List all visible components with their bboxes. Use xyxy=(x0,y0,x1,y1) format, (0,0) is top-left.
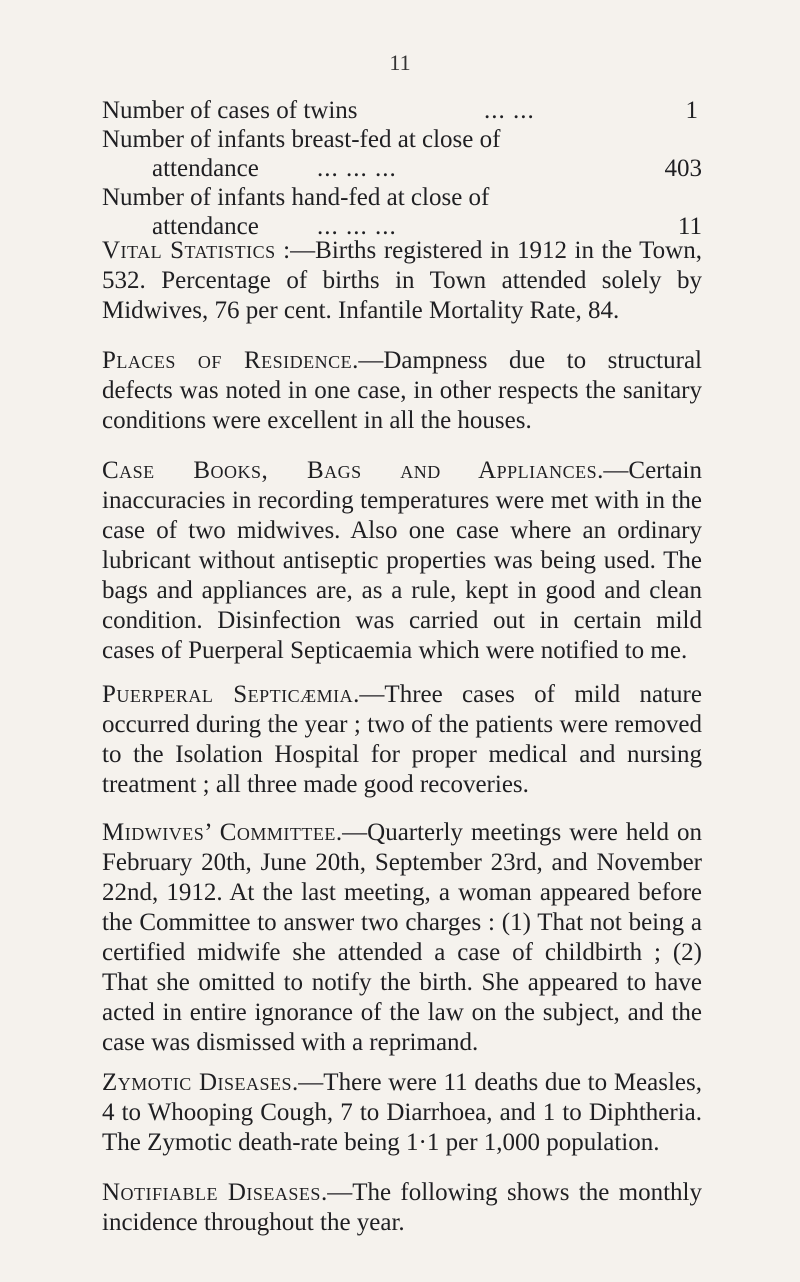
paragraph-vital-statistics xyxy=(102,236,702,326)
section-heading: Notifiable Diseases xyxy=(102,1179,321,1206)
section-heading: Puerperal Septicæmia xyxy=(102,681,354,708)
section-separator: .— xyxy=(320,1179,353,1206)
stat-label: Number of infants breast-fed at close of xyxy=(102,126,501,153)
stat-value: 1 xyxy=(685,97,698,124)
page-number: 11 xyxy=(389,50,411,75)
section-separator: .— xyxy=(292,1069,324,1096)
stat-leader-dots: ... ... ... xyxy=(317,213,397,240)
section-text: Dampness due to structural defects was noted in one case, in other respects the sanitary conditions were excellent in all the houses. xyxy=(102,347,702,434)
stat-label: Number of infants hand-fed at close of xyxy=(102,184,490,211)
paragraph-puerperal-septicaemia xyxy=(102,680,702,800)
stats-list xyxy=(102,96,702,241)
section-text: Births registered in 1912 in the Town, 532. Percentage of births in Town attended solely by Midwives, 76 per cent. Infantile Mortality Rate, 84. xyxy=(102,237,702,324)
section-text: The following shows the monthly incidence throughout the year. xyxy=(102,1179,702,1236)
stat-row-breast-fed-2 xyxy=(102,154,702,183)
paragraph-notifiable-diseases xyxy=(102,1178,702,1238)
section-heading: Case Books, Bags and Appliances xyxy=(102,457,598,484)
stat-label: attendance xyxy=(152,213,259,240)
stat-row-hand-fed-1 xyxy=(102,183,702,212)
stat-row-breast-fed-1 xyxy=(102,125,702,154)
section-text: Quarterly meetings were held on February 20th, June 20th, September 23rd, and November 22nd, 1912. At the last meeting, a woman appeared before the Committee to answer two charges : (1) That not being a certified midwife she attended a case of childbirth ; (2) That she omitted to notify the birth. She appeared to have acted in entire ignorance of the law on the subject, and the case was dismissed with a reprimand. xyxy=(102,819,702,1056)
paragraph-zymotic-diseases xyxy=(102,1068,702,1158)
stat-value: 403 xyxy=(664,155,702,182)
section-heading: Midwives’ Committee xyxy=(102,819,336,846)
paragraph-places-of-residence xyxy=(102,346,702,436)
section-separator: .— xyxy=(352,347,384,374)
paragraph-case-books xyxy=(102,456,702,666)
stat-label: Number of cases of twins xyxy=(102,97,358,124)
section-text: Three cases of mild nature occurred during the year ; two of the patients were removed to the Isolation Hospital for proper medical and nursing treatment ; all three made good recoveries. xyxy=(102,681,702,798)
section-separator: .— xyxy=(353,681,385,708)
section-separator: :— xyxy=(275,237,316,264)
stat-value: 11 xyxy=(677,213,702,240)
stat-label: attendance xyxy=(152,155,259,182)
stat-leader-dots: ... ... xyxy=(484,97,535,124)
section-separator: .— xyxy=(335,819,368,846)
section-text: Certain inaccuracies in recording temperatures were met with in the case of two midwives. Also one case where an ordinary lubricant without antiseptic properties was being used. The bags and appliances are, as a rule, kept in good and clean condition. Disinfection was carried out in certain mild cases of Puerperal Septicaemia which were notified to me. xyxy=(102,457,702,664)
stat-leader-dots: ... ... ... xyxy=(317,155,397,182)
section-heading: Places of Residence xyxy=(102,347,353,374)
section-heading: Zymotic Diseases xyxy=(102,1069,293,1096)
stat-row-twins xyxy=(102,96,702,125)
section-text: There were 11 deaths due to Measles, 4 to Whooping Cough, 7 to Diarrhoea, and 1 to Diphtheria. The Zymotic death-rate being 1·1 per 1,000 population. xyxy=(102,1069,703,1156)
section-separator: .— xyxy=(597,457,629,484)
paragraph-midwives-committee xyxy=(102,818,702,1058)
section-heading: Vital Statistics xyxy=(102,237,276,264)
